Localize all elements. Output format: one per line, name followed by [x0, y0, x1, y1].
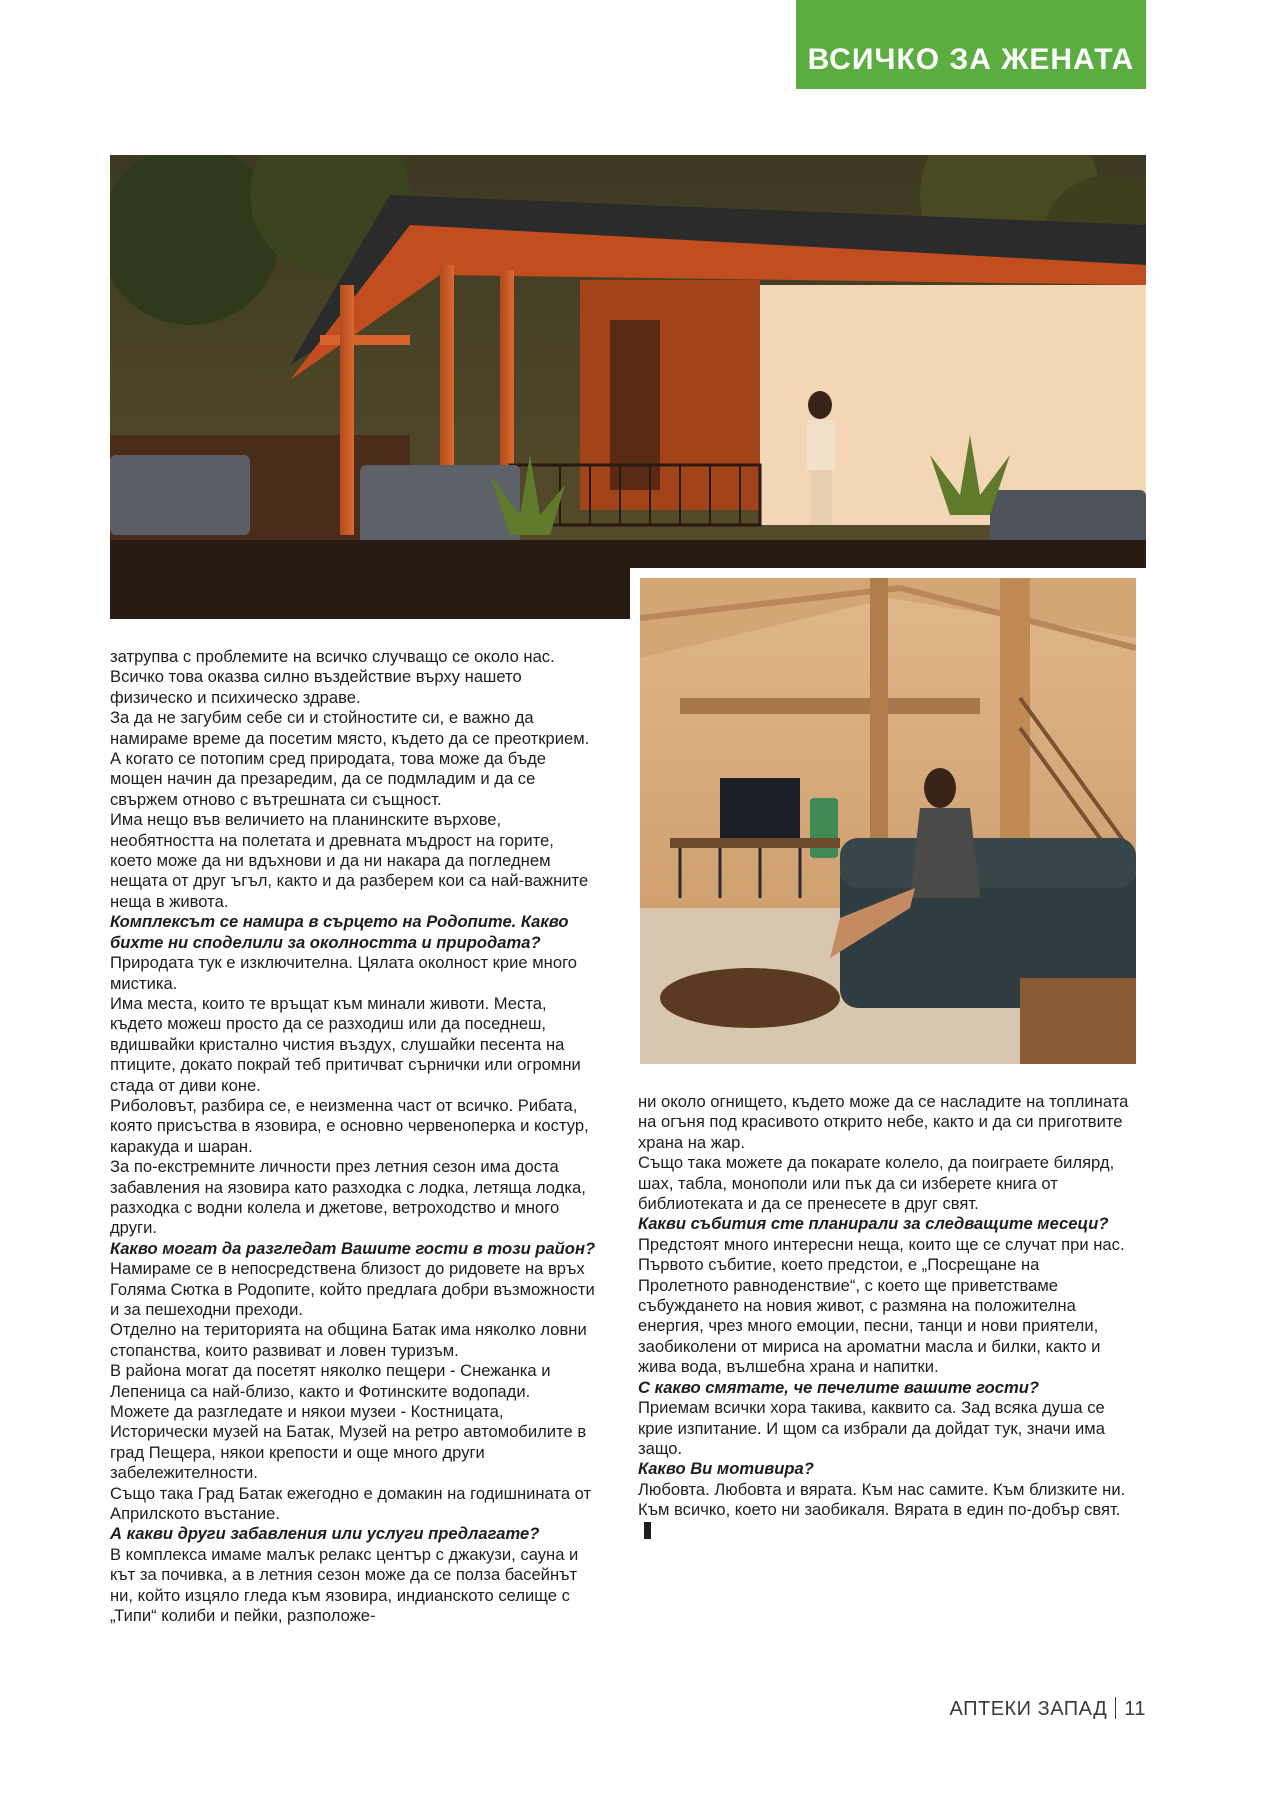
page-footer — [949, 1697, 1146, 1721]
paragraph: Приемам всички хора такива, каквито са. Зад всяка душа се крие изпитание. И щом са избрали да дойдат тук, значи има защо. — [638, 1398, 1105, 1458]
article-column-left — [110, 647, 600, 1627]
interview-question: Какво Ви мотивира? — [638, 1459, 814, 1479]
paragraph: Също така можете да покарате колело, да поиграете билярд, шах, табла, монополи или пък да си изберете книга от библиотеката и да се пренесете в друг свят. — [638, 1153, 1115, 1214]
photo-wooden-cabin-exterior — [110, 155, 1146, 619]
article-column-right — [638, 1092, 1133, 1541]
paragraph: За по-екстремните личности през летния сезон има доста забавления на язовира като разходка с лодка, летяща лодка, разходка с водни колела и джетове, ветроходство и много други. — [110, 1157, 586, 1238]
section-header-tab — [796, 0, 1146, 89]
paragraph: Предстоят много интересни неща, които ще се случат при нас. Първото събитие, което предстои, е „Посрещане на Пролетното равноденствие“, с което ще приветстваме събуждането на новия живот, с размяна на положителна енергия, чрез много емоции, песни, танци и нови приятели, заобиколени от мириса на ароматни масла и билки, както и жива вода, вълшебна храна и напитки. — [638, 1234, 1125, 1377]
end-of-article-mark — [644, 1522, 651, 1539]
paragraph: В района могат да посетят няколко пещери - Снежанка и Лепеница са най-близо, както и Фотинските водопади. — [110, 1361, 551, 1401]
paragraph: Отделно на територията на община Батак има няколко ловни стопанства, които развиват и ловен туризъм. — [110, 1320, 587, 1360]
publication-name: АПТЕКИ ЗАПАД — [949, 1698, 1108, 1720]
footer-divider — [1115, 1697, 1116, 1719]
paragraph: Също така Град Батак ежегодно е домакин на годишнината от Априлското въстание. — [110, 1483, 592, 1524]
paragraph: ни около огнището, където може да се насладите на топлината на огъня под красивото открито небе, както и да си приготвите храна на жар. — [638, 1092, 1129, 1152]
paragraph: Риболовът, разбира се, е неизменна част от всичко. Рибата, която присъства в язовира, е основно червеноперка и костур, каракуда и шаран. — [110, 1095, 589, 1156]
interview-question: Какво могат да разгледат Вашите гости в този район? — [110, 1238, 596, 1258]
interview-question: А какви други забавления или услуги предлагате? — [110, 1524, 540, 1544]
interview-question: Какви събития сте планирали за следващите месеци? — [638, 1214, 1109, 1234]
paragraph: Намираме се в непосредствена близост до ридовете на връх Голяма Сютка в Родопите, който предлага добри възможности и за пешеходни преходи. — [110, 1259, 595, 1319]
final-paragraph — [638, 1480, 1133, 1541]
interview-question: Комплексът се намира в сърцето на Родопите. Какво бихте ни споделили за околността и природата? — [110, 912, 569, 952]
paragraph: Можете да разгледате и някои музеи - Костницата, Исторически музей на Батак, Музей на ретро автомобилите в град Пещера, някои крепости и още много други забележителности. — [110, 1402, 587, 1483]
page-number: 11 — [1124, 1698, 1146, 1720]
paragraph: За да не загубим себе си и стойностите си, е важно да намираме време да посетим място, където да се преоткрием. А когато се потопим сред природата, това може да бъде мощен начин да презаредим, да се подмладим и да се свържем отново с вътрешната си същност. — [110, 708, 590, 809]
photo-cabin-interior-woman-on-sofa — [630, 568, 1146, 1074]
paragraph: В комплекса имаме малък релакс център с джакузи, сауна и кът за почивка, а в летния сезон може да се полза басейнът ни, който изцяло гледа към язовира, индианското селище с „Типи“ колиби и пейки, разположе- — [110, 1544, 579, 1626]
paragraph: Природата тук е изключителна. Цялата околност крие много мистика. — [110, 953, 577, 993]
section-title: ВСИЧКО ЗА ЖЕНАТА — [807, 43, 1135, 76]
paragraph: затрупва с проблемите на всичко случващо се около нас. Всичко това оказва силно въздействие върху нашето физическо и психическо здраве. — [110, 647, 555, 707]
paragraph: Има нещо във величието на планинските върхове, необятността на полетата и древната мъдрост на горите, което може да ни вдъхнови и да ни накара да погледнем нещата от друг ъгъл, както и да разберем кои са най-важните неща в живота. — [110, 810, 589, 911]
final-paragraph-text: Любовта. Любовта и вярата. Към нас самите. Към близките ни. Към всичко, което ни заобикаля. Вярата в един по-добър свят. — [638, 1479, 1126, 1520]
paragraph: Има места, които те връщат към минали животи. Места, където можеш просто да се разходиш или да поседнеш, вдишвайки кристално чистия въздух, слушайки песента на птиците, докато покрай теб притичват сърнички или огромни стада от диви коне. — [110, 993, 581, 1095]
interview-question: С какво смятате, че печелите вашите гости? — [638, 1377, 1039, 1397]
